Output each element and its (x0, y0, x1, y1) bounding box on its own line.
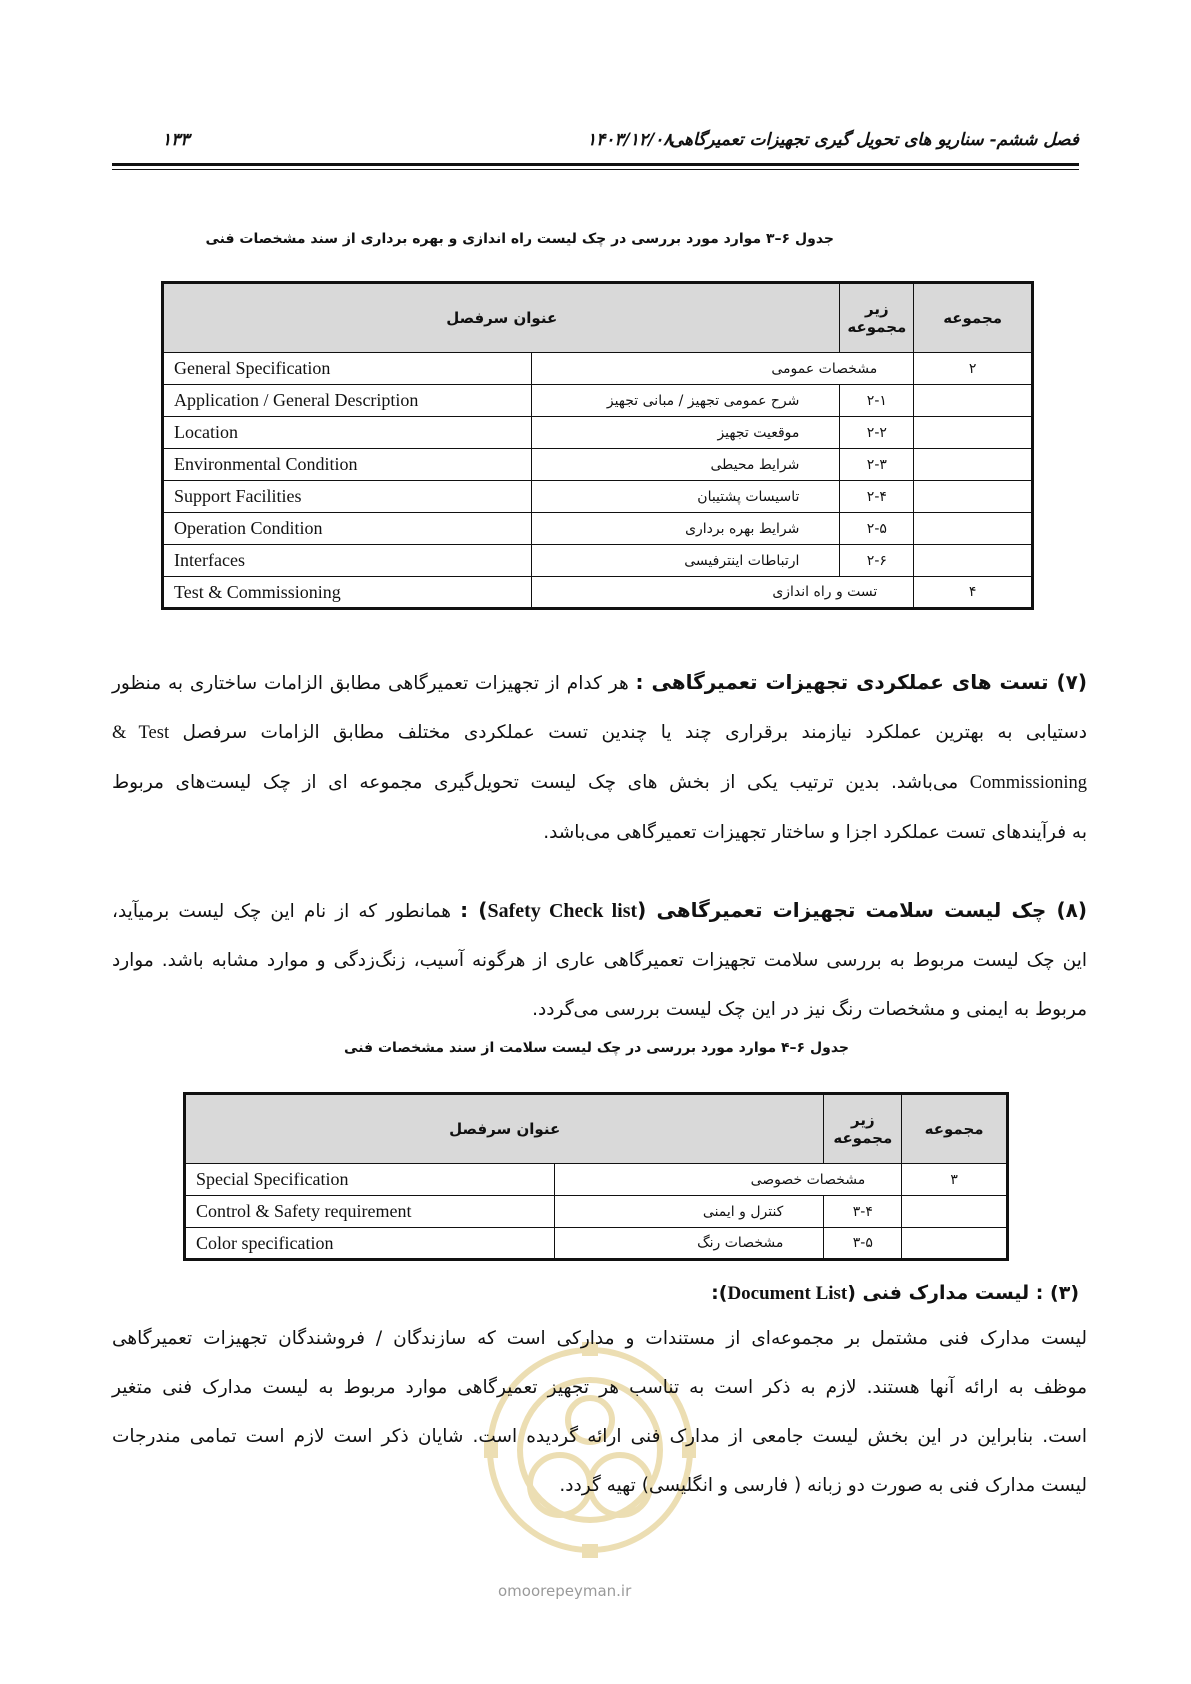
watermark-text: omoorepeyman.ir (498, 1582, 632, 1600)
header-total-cell: مجموعه (914, 283, 1033, 353)
section8-paragraph (112, 886, 1087, 1034)
table-row (185, 1196, 1008, 1228)
fa-title-cell: شرایط محیطی (531, 449, 840, 481)
table-row (163, 385, 1033, 417)
table-row (163, 545, 1033, 577)
sub-cell: ۲-۵ (840, 513, 914, 545)
doclist-paragraph (112, 1314, 1087, 1510)
sub-cell: ۳-۴ (824, 1196, 902, 1228)
sub-cell: ۲-۶ (840, 545, 914, 577)
total-cell: ۴ (914, 577, 1033, 609)
header-title-cell: عنوان سرفصل (163, 283, 840, 353)
table1 (161, 281, 1034, 610)
section8-line-3: مربوط به ایمنی و مشخصات رنگ نیز در این چک لیست بررسی می‌گردد. (532, 999, 1087, 1020)
section7-paragraph (112, 658, 1087, 857)
en-title-cell: General Specification (163, 353, 532, 385)
sub-cell: ۲-۱ (840, 385, 914, 417)
en-title-cell: Operation Condition (163, 513, 532, 545)
total-cell: ۲ (914, 353, 1033, 385)
table1-header-row (163, 283, 1033, 353)
section7-line-3: Commissioning می‌باشد. بدین ترتیب یکی از بخش های چک لیست تحویل‌گیری مجموعه ای از چک لیست‌های مربوط (112, 772, 1087, 793)
table-row (163, 513, 1033, 545)
section8-heading: (۸) چک لیست سلامت تجهیزات تعمیرگاهی (Safety Check list) : (460, 898, 1088, 922)
en-title-cell: Support Facilities (163, 481, 532, 513)
total-cell: ۳ (902, 1164, 1008, 1196)
table-row (163, 417, 1033, 449)
fa-title-cell: مشخصات خصوصی (555, 1164, 902, 1196)
table-row (185, 1164, 1008, 1196)
sub-cell: ۳-۵ (824, 1228, 902, 1260)
en-title-cell: Environmental Condition (163, 449, 532, 481)
table-row (163, 449, 1033, 481)
en-title-cell: Interfaces (163, 545, 532, 577)
table-row (163, 481, 1033, 513)
table-row (185, 1228, 1008, 1260)
en-title-cell: Control & Safety requirement (185, 1196, 555, 1228)
total-cell (914, 449, 1033, 481)
page-header (112, 130, 1079, 152)
doclist-line-1: لیست مدارک فنی مشتمل بر مجموعه‌ای از مستندات و مدارکی است که سازندگان / فروشندگان تجهیزات تعمیرگاهی (112, 1328, 1087, 1349)
doclist-heading: (۳) : لیست مدارک فنی (Document List): (711, 1282, 1079, 1304)
header-rule-thin (112, 169, 1079, 170)
fa-title-cell: تاسیسات پشتیبان (531, 481, 840, 513)
page-number: ۱۳۳ (162, 130, 190, 150)
table2 (183, 1092, 1009, 1261)
fa-title-cell: مشخصات عمومی (531, 353, 914, 385)
table1-caption: جدول ۶–۳ موارد مورد بررسی در چک لیست راه اندازی و بهره برداری از سند مشخصات فنی (205, 231, 834, 247)
total-cell (902, 1196, 1008, 1228)
header-date: ۱۴۰۳/۱۲/۰۸ (587, 130, 673, 150)
header-rule-thick (112, 163, 1079, 166)
fa-title-cell: ارتباطات اینترفیسی (531, 545, 840, 577)
fa-title-cell: شرح عمومی تجهیز / مبانی تجهیز (531, 385, 840, 417)
table2-header-row (185, 1094, 1008, 1164)
en-title-cell: Application / General Description (163, 385, 532, 417)
en-title-cell: Special Specification (185, 1164, 555, 1196)
header-sub-cell: زیر مجموعه (840, 283, 914, 353)
sub-cell: ۲-۴ (840, 481, 914, 513)
table-row (163, 353, 1033, 385)
section7-line-2: دستیابی به بهترین عملکرد نیازمند برقراری چند یا چندین تست عملکردی مختلف مطابق الزامات سرفصل Test & (112, 722, 1088, 743)
doclist-line-3: است. بنابراین در این بخش لیست جامعی از مدارک فنی ارائه گردیده است. شایان ذکر است لازم است تمامی مندرجات (112, 1426, 1087, 1447)
total-cell (914, 385, 1033, 417)
total-cell (902, 1228, 1008, 1260)
sub-cell: ۲-۲ (840, 417, 914, 449)
section7-line-1: (۷) تست های عملکردی تجهیزات تعمیرگاهی : هر کدام از تجهیزات تعمیرگاهی مطابق الزامات ساختاری به منظور (112, 670, 1087, 694)
section7-line-4: به فرآیندهای تست عملکرد اجزا و ساختار تجهیزات تعمیرگاهی می‌باشد. (543, 822, 1087, 843)
fa-title-cell: مشخصات رنگ (555, 1228, 824, 1260)
fa-title-cell: موقعیت تجهیز (531, 417, 840, 449)
en-title-cell: Test & Commissioning (163, 577, 532, 609)
section8-line-1: (۸) چک لیست سلامت تجهیزات تعمیرگاهی (Safety Check list) : همانطور که از نام این چک لیست برمیآید، (112, 898, 1088, 922)
doclist-line-2: موظف به ارائه آنها هستند. لازم به ذکر است به تناسب هر تجهیز تعمیرگاهی موارد مربوط به لیست مدارک فنی متغیر (112, 1377, 1087, 1398)
total-cell (914, 513, 1033, 545)
section7-heading: (۷) تست های عملکردی تجهیزات تعمیرگاهی : (635, 670, 1087, 694)
fa-title-cell: تست و راه اندازی (531, 577, 914, 609)
doclist-line-4: لیست مدارک فنی به صورت دو زبانه ( فارسی و انگلیسی) تهیه گردد. (559, 1475, 1087, 1496)
header-total-cell: مجموعه (902, 1094, 1008, 1164)
header-title-cell: عنوان سرفصل (185, 1094, 824, 1164)
total-cell (914, 417, 1033, 449)
fa-title-cell: شرایط بهره برداری (531, 513, 840, 545)
chapter-title: فصل ششم- سناریو های تحویل گیری تجهیزات تعمیرگاهی (669, 130, 1079, 150)
total-cell (914, 545, 1033, 577)
total-cell (914, 481, 1033, 513)
table2-caption: جدول ۶–۴ موارد مورد بررسی در چک لیست سلامت از سند مشخصات فنی (344, 1040, 849, 1056)
header-sub-cell: زیر مجموعه (824, 1094, 902, 1164)
en-title-cell: Color specification (185, 1228, 555, 1260)
fa-title-cell: کنترل و ایمنی (555, 1196, 824, 1228)
sub-cell: ۲-۳ (840, 449, 914, 481)
table-row (163, 577, 1033, 609)
section8-line-2: این چک لیست مربوط به بررسی سلامت تجهیزات تعمیرگاهی عاری از هرگونه آسیب، زنگ‌زدگی و موارد مشابه باشد. موارد (112, 950, 1087, 971)
en-title-cell: Location (163, 417, 532, 449)
